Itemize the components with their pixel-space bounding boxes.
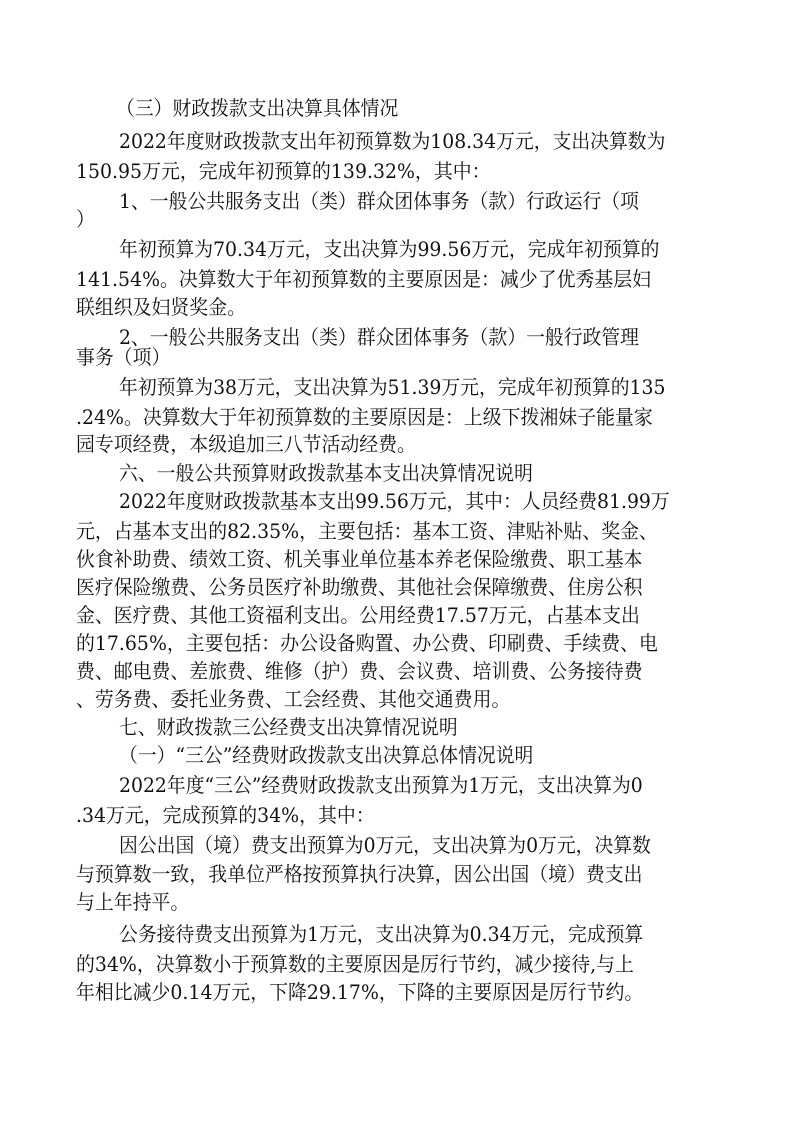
text-line: 141.54%。决算数大于年初预算数的主要原因是：减少了优秀基层妇 (76, 267, 652, 291)
text-line: 七、财政拨款三公经费支出决算情况说明 (119, 715, 458, 739)
text-line: 费、邮电费、差旅费、维修（护）费、会议费、培训费、公务接待费 (76, 659, 643, 683)
text-line: 六、一般公共预算财政拨款基本支出决算情况说明 (119, 461, 533, 485)
text-line: 与预算数一致，我单位严格按预算执行决算，因公出国（境）费支出 (76, 862, 643, 886)
text-line: 伙食补助费、绩效工资、机关事业单位基本养老保险缴费、职工基本 (76, 547, 643, 571)
text-line: 150.95万元，完成年初预算的139.32%，其中： (76, 159, 491, 183)
text-line: 的17.65%，主要包括：办公设备购置、办公费、印刷费、手续费、电 (76, 631, 658, 655)
text-line: 园专项经费，本级追加三八节活动经费。 (76, 432, 416, 456)
text-line: （三）财政拨款支出决算具体情况 (116, 96, 399, 120)
text-line: .24%。决算数大于年初预算数的主要原因是：上级下拨湘妹子能量家 (76, 405, 653, 429)
text-line: 事务（项） (76, 345, 171, 369)
text-line: 与上年持平。 (76, 890, 190, 914)
text-line: 1、一般公共服务支出（类）群众团体事务（款）行政运行（项 (119, 189, 639, 213)
text-line: 2022年度财政拨款基本支出99.56万元，其中：人员经费81.99万 (119, 489, 670, 513)
text-line: 年相比减少0.14万元，下降29.17%，下降的主要原因是厉行节约。 (76, 980, 644, 1004)
text-line: 公务接待费支出预算为1万元，支出决算为0.34万元，完成预算 (119, 922, 644, 946)
text-line: 年初预算为38万元，支出决算为51.39万元，完成年初预算的135 (119, 375, 666, 399)
text-line: 医疗保险缴费、公务员医疗补助缴费、其他社会保障缴费、住房公积 (76, 575, 643, 599)
text-line: 因公出国（境）费支出预算为0万元，支出决算为0万元，决算数 (119, 833, 651, 857)
text-line: 联组织及妇贤奖金。 (76, 295, 246, 319)
text-line: 2022年度“三公”经费财政拨款支出预算为1万元，支出决算为0 (119, 773, 643, 797)
text-line: 金、医疗费、其他工资福利支出。公用经费17.57万元，占基本支出 (76, 603, 640, 627)
text-line: 、劳务费、委托业务费、工会经费、其他交通费用。 (76, 687, 511, 711)
text-line: ） (76, 207, 95, 231)
text-line: 2、一般公共服务支出（类）群众团体事务（款）一般行政管理 (119, 325, 639, 349)
text-line: 元，占基本支出的82.35%，主要包括：基本工资、津贴补贴、奖金、 (76, 519, 658, 543)
text-line: .34万元，完成预算的34%，其中： (76, 803, 375, 827)
text-line: 2022年度财政拨款支出年初预算数为108.34万元，支出决算数为 (119, 129, 666, 153)
text-line: 的34%，决算数小于预算数的主要原因是厉行节约，减少接待,与上 (76, 952, 634, 976)
text-line: 年初预算为70.34万元，支出决算为99.56万元，完成年初预算的 (119, 237, 660, 261)
text-line: （一）“三公”经费财政拨款支出决算总体情况说明 (119, 743, 534, 767)
